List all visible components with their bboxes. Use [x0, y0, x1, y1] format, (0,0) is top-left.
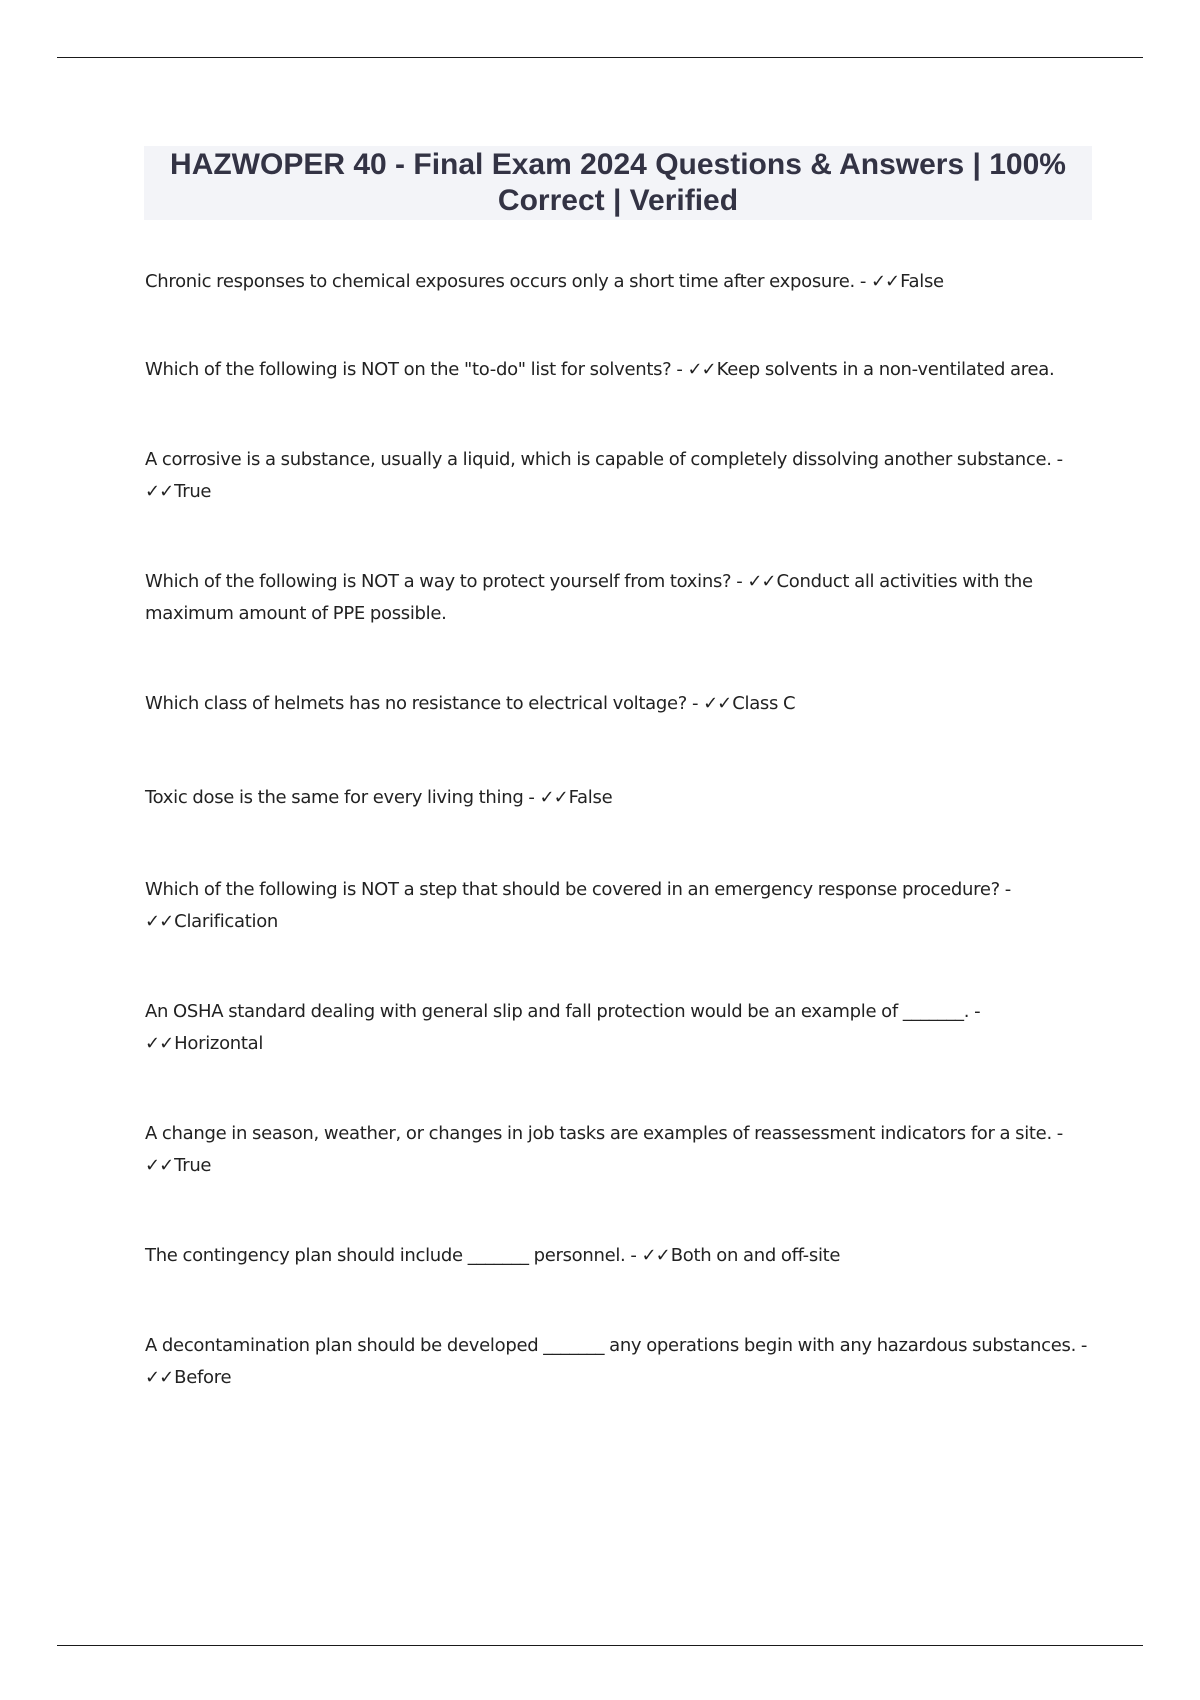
- double-check-icon: ✓✓: [145, 481, 174, 502]
- question-text: The contingency plan should include _______ personnel. -: [145, 1245, 637, 1266]
- answer-text: Horizontal: [174, 1033, 264, 1054]
- qa-item: [145, 444, 1095, 508]
- question-text: A corrosive is a substance, usually a liquid, which is capable of completely dissolving another substance. -: [145, 449, 1063, 470]
- double-check-icon: ✓✓: [641, 1245, 670, 1266]
- double-check-icon: ✓✓: [145, 1155, 174, 1176]
- answer-text: False: [900, 271, 944, 292]
- double-check-icon: ✓✓: [870, 271, 900, 292]
- answer-text: Before: [174, 1367, 232, 1388]
- question-text: A decontamination plan should be developed _______ any operations begin with any hazardous substances. -: [145, 1335, 1088, 1356]
- answer-text: True: [174, 1155, 212, 1176]
- question-text: A change in season, weather, or changes in job tasks are examples of reassessment indicators for a site. -: [145, 1123, 1064, 1144]
- double-check-icon: ✓✓: [687, 359, 716, 380]
- double-check-icon: ✓✓: [747, 571, 776, 592]
- answer-text: Conduct all activities with the maximum amount of PPE possible.: [145, 571, 1033, 624]
- qa-item: [145, 874, 1095, 938]
- question-text: Which of the following is NOT a step that should be covered in an emergency response procedure? -: [145, 879, 1011, 900]
- question-text: Toxic dose is the same for every living thing -: [145, 787, 535, 808]
- qa-item: [145, 1240, 1095, 1272]
- double-check-icon: ✓✓: [145, 911, 174, 932]
- answer-text: True: [174, 481, 212, 502]
- answer-text: Clarification: [174, 911, 279, 932]
- qa-item: [145, 1330, 1095, 1394]
- question-text: Which class of helmets has no resistance to electrical voltage? -: [145, 693, 699, 714]
- qa-item: [145, 354, 1095, 386]
- qa-item: [145, 782, 1095, 814]
- header-rule: [57, 57, 1143, 58]
- qa-item: [145, 566, 1095, 630]
- answer-text: Keep solvents in a non-ventilated area.: [716, 359, 1055, 380]
- qa-item: [145, 1118, 1095, 1182]
- question-text: Which of the following is NOT a way to protect yourself from toxins? -: [145, 571, 743, 592]
- qa-list: [145, 266, 1095, 1394]
- double-check-icon: ✓✓: [145, 1033, 174, 1054]
- footer-rule: [57, 1645, 1143, 1646]
- qa-item: [145, 266, 1095, 298]
- document-title: HAZWOPER 40 - Final Exam 2024 Questions & Answers | 100% Correct | Verified: [170, 148, 1066, 217]
- question-text: Which of the following is NOT on the "to-do" list for solvents? -: [145, 359, 683, 380]
- qa-item: [145, 688, 1095, 720]
- question-text: An OSHA standard dealing with general slip and fall protection would be an example of _______. -: [145, 1001, 981, 1022]
- double-check-icon: ✓✓: [145, 1367, 174, 1388]
- answer-text: Both on and off-site: [670, 1245, 841, 1266]
- answer-text: Class C: [732, 693, 796, 714]
- double-check-icon: ✓✓: [703, 693, 732, 714]
- answer-text: False: [568, 787, 613, 808]
- title-banner: [144, 146, 1092, 220]
- question-text: Chronic responses to chemical exposures occurs only a short time after exposure. -: [145, 271, 867, 292]
- qa-item: [145, 996, 1095, 1060]
- double-check-icon: ✓✓: [539, 787, 568, 808]
